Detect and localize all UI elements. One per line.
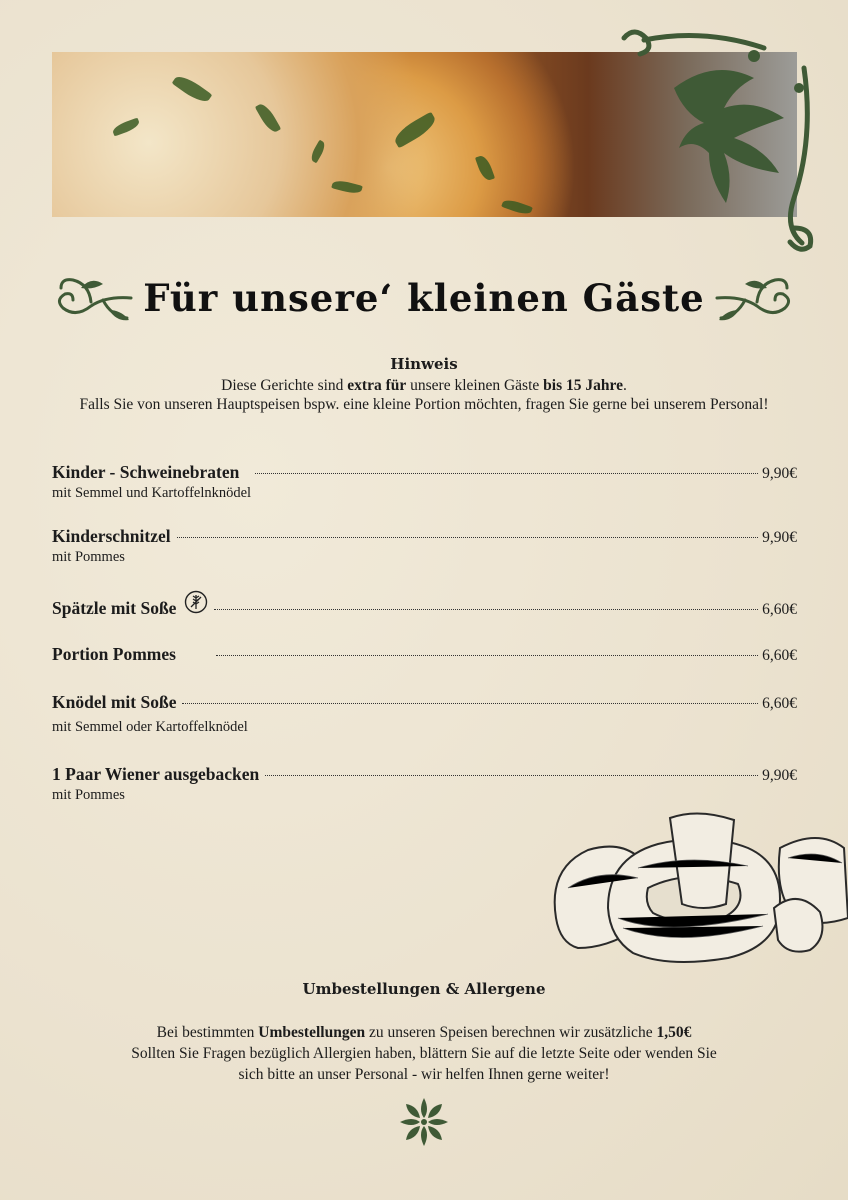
notice-bold-text: extra für xyxy=(347,377,407,394)
item-price: 9,90€ xyxy=(762,529,797,546)
notice-text: unsere kleinen Gäste xyxy=(406,377,544,394)
item-name: Knödel mit Soße xyxy=(52,692,177,712)
dot-leader xyxy=(177,537,759,538)
item-price: 6,60€ xyxy=(762,647,797,664)
item-name: Portion Pommes xyxy=(52,644,176,664)
corner-flourish-ornament xyxy=(614,28,824,258)
notice-text: Diese Gerichte sind xyxy=(221,377,348,394)
item-description: mit Pommes xyxy=(52,549,125,565)
item-name: Spätzle mit Soße xyxy=(52,598,177,618)
dot-leader xyxy=(216,655,758,656)
notice-bold-text: bis 15 Jahre xyxy=(543,377,623,394)
notice-text: . xyxy=(622,377,627,394)
item-price: 9,90€ xyxy=(762,465,797,482)
dot-leader xyxy=(214,609,758,610)
menu-item xyxy=(52,644,797,665)
mushroom-illustration xyxy=(548,808,848,973)
menu-item xyxy=(52,692,797,736)
notice-heading: Hinweis xyxy=(390,355,458,373)
leaf-ornament xyxy=(398,1096,450,1148)
footer-line-3: sich bitte an unser Personal - wir helfen Ihnen gerne weiter! xyxy=(238,1066,610,1083)
footer-heading: Umbestellungen & Allergene xyxy=(302,980,546,998)
item-description: mit Pommes xyxy=(52,787,125,803)
menu-item xyxy=(52,764,797,804)
dot-leader xyxy=(182,703,758,704)
footer-bold-text: Umbestellungen xyxy=(258,1024,366,1041)
dot-leader xyxy=(255,473,758,474)
title-block xyxy=(0,262,848,334)
notice-line-1 xyxy=(0,376,848,395)
item-name: Kinder - Schweinebraten xyxy=(52,462,240,482)
item-price: 9,90€ xyxy=(762,767,797,784)
item-price: 6,60€ xyxy=(762,601,797,618)
left-flourish-ornament xyxy=(51,266,133,330)
wheat-allergen-icon xyxy=(184,590,208,619)
menu-item xyxy=(52,590,797,619)
footer-line-2: Sollten Sie Fragen bezüglich Allergien haben, blättern Sie auf die letzte Seite oder wenden Sie xyxy=(131,1045,717,1062)
item-description: mit Semmel und Kartoffelnknödel xyxy=(52,485,252,501)
menu-item xyxy=(52,526,797,566)
item-name: 1 Paar Wiener ausgebacken xyxy=(52,764,260,784)
menu-item xyxy=(52,462,797,502)
notice-line-2: Falls Sie von unseren Hauptspeisen bspw. eine kleine Portion möchten, fragen Sie gerne bei unserem Personal! xyxy=(79,396,769,413)
footer-section xyxy=(0,980,848,1085)
dot-leader xyxy=(265,775,758,776)
item-name: Kinderschnitzel xyxy=(52,526,171,546)
right-flourish-ornament xyxy=(715,266,797,330)
item-description: mit Semmel oder Kartoffelknödel xyxy=(52,719,248,735)
page-title: Für unsere‘ kleinen Gäste xyxy=(143,276,705,320)
notice-section xyxy=(0,355,848,414)
item-price: 6,60€ xyxy=(762,695,797,712)
footer-text: Bei bestimmten xyxy=(156,1024,259,1041)
footer-bold-text: 1,50€ xyxy=(656,1024,692,1041)
footer-text: zu unseren Speisen berechnen wir zusätzliche xyxy=(365,1024,657,1041)
footer-line-1 xyxy=(0,1022,848,1043)
